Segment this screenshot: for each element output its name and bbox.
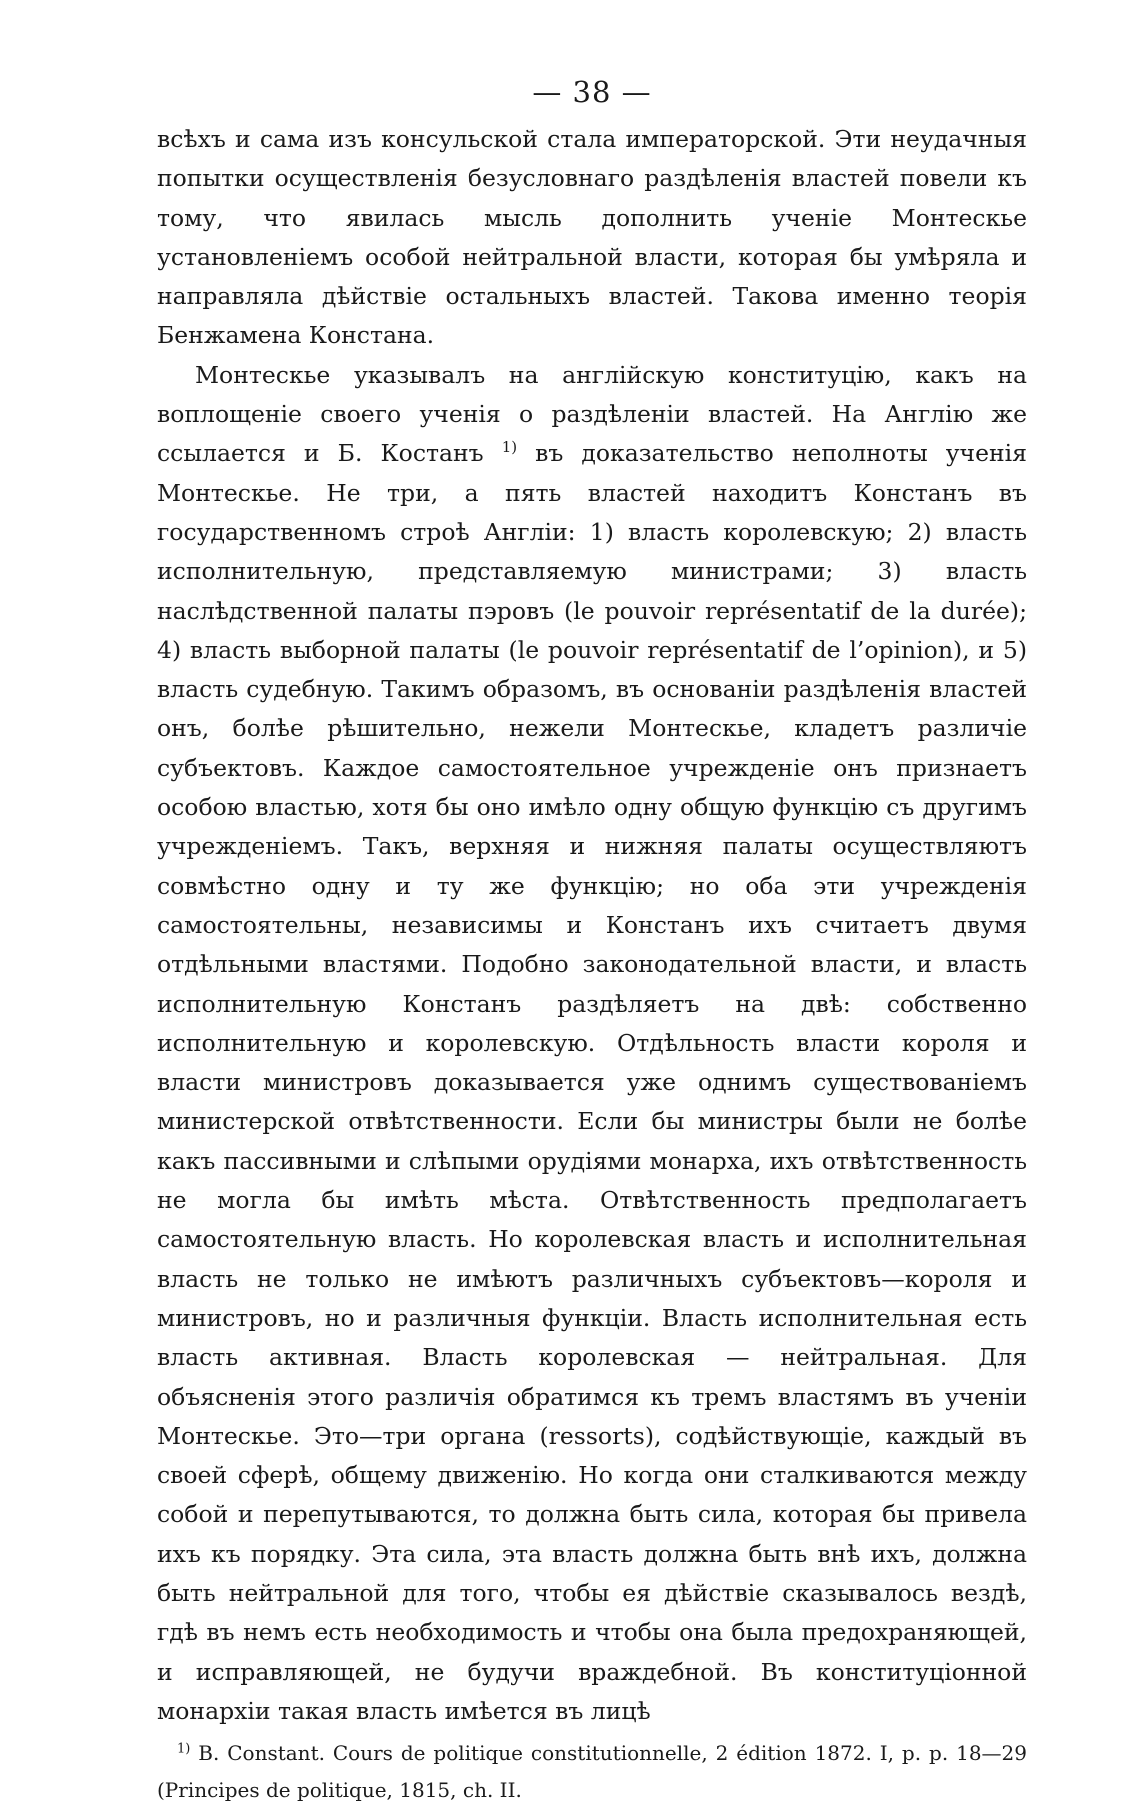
paragraph-2	[157, 356, 1027, 1731]
document-page	[157, 70, 1027, 1809]
page-number: — 38 —	[532, 75, 652, 109]
paragraph-1: всѣхъ и сама изъ консульской стала императорской. Эти неудачныя попытки осуществленія безусловнаго раздѣленія властей повели къ тому, что явилась мысль дополнить ученіе Монтескье установленіемъ особой нейтральной власти, которая бы умѣряла и направляла дѣйствіе остальныхъ властей. Такова именно теорія Бенжамена Констана.	[157, 125, 1027, 350]
body-text	[157, 120, 1027, 1731]
footnote-mark: 1)	[177, 1741, 191, 1757]
footnote-reference: 1)	[501, 438, 518, 457]
footnote	[157, 1735, 1027, 1809]
paragraph-2-text-start: Монтескье указывалъ на англійскую конституцію, какъ на воплощеніе своего ученія о раздѣленіи властей. На Англію же ссылается и Б. Костанъ	[157, 360, 1027, 468]
paragraph-2-text-rest: въ доказательство неполноты ученія Монтескье. Не три, а пять властей находитъ Констанъ въ государственномъ строѣ Англіи: 1) власть королевскую; 2) власть исполнительную, представляемую министрами; 3) власть наслѣдственной палаты пэровъ (le pouvoir représentatif de la durée); 4) власть выборной палаты (le pouvoir représentatif de l’opinion), и 5) власть судебную. Такимъ образомъ, въ основаніи раздѣленія властей онъ, болѣе рѣшительно, нежели Монтескье, кладетъ различіе субъектовъ. Каждое самостоятельное учрежденіе онъ признаетъ особою властью, хотя бы оно имѣло одну общую функцію съ другимъ учрежденіемъ. Такъ, верхняя и нижняя палаты осуществляютъ совмѣстно одну и ту же функцію; но оба эти учрежденія самостоятельны, независимы и Констанъ ихъ считаетъ двумя отдѣльными властями. Подобно законодательной власти, и власть исполнительную Констанъ раздѣляетъ на двѣ: собственно исполнительную и королевскую. Отдѣльность власти короля и власти министровъ доказывается уже однимъ существованіемъ министерской отвѣтственности. Если бы министры были не болѣе какъ пассивными и слѣпыми орудіями монарха, ихъ отвѣтственность не могла бы имѣть мѣста. Отвѣтственность предполагаетъ самостоятельную власть. Но королевская власть и исполнительная власть не только не имѣютъ различныхъ субъектовъ—короля и министровъ, но и различныя функціи. Власть исполнительная есть власть активная. Власть королевская — нейтральная. Для объясненія этого различія обратимся къ тремъ властямъ въ ученіи Монтескье. Это—три органа (ressorts), содѣйствующіе, каждый въ своей сферѣ, общему движенію. Но когда они сталкиваются между собой и перепутываются, то должна быть сила, которая бы привела ихъ къ порядку. Эта сила, эта власть должна быть внѣ ихъ, должна быть нейтральной для того, чтобы ея дѣйствіе сказывалось вездѣ, гдѣ въ немъ есть необходимость и чтобы она была предохраняющей, и исправляющей, не будучи враждебной. Въ конституціонной монархіи такая власть имѣется въ лицѣ	[157, 439, 1027, 1725]
footnote-text: B. Constant. Cours de politique constitutionnelle, 2 édition 1872. I, p. p. 18—29 (Principes de politique, 1815, ch. II.	[157, 1741, 1027, 1803]
